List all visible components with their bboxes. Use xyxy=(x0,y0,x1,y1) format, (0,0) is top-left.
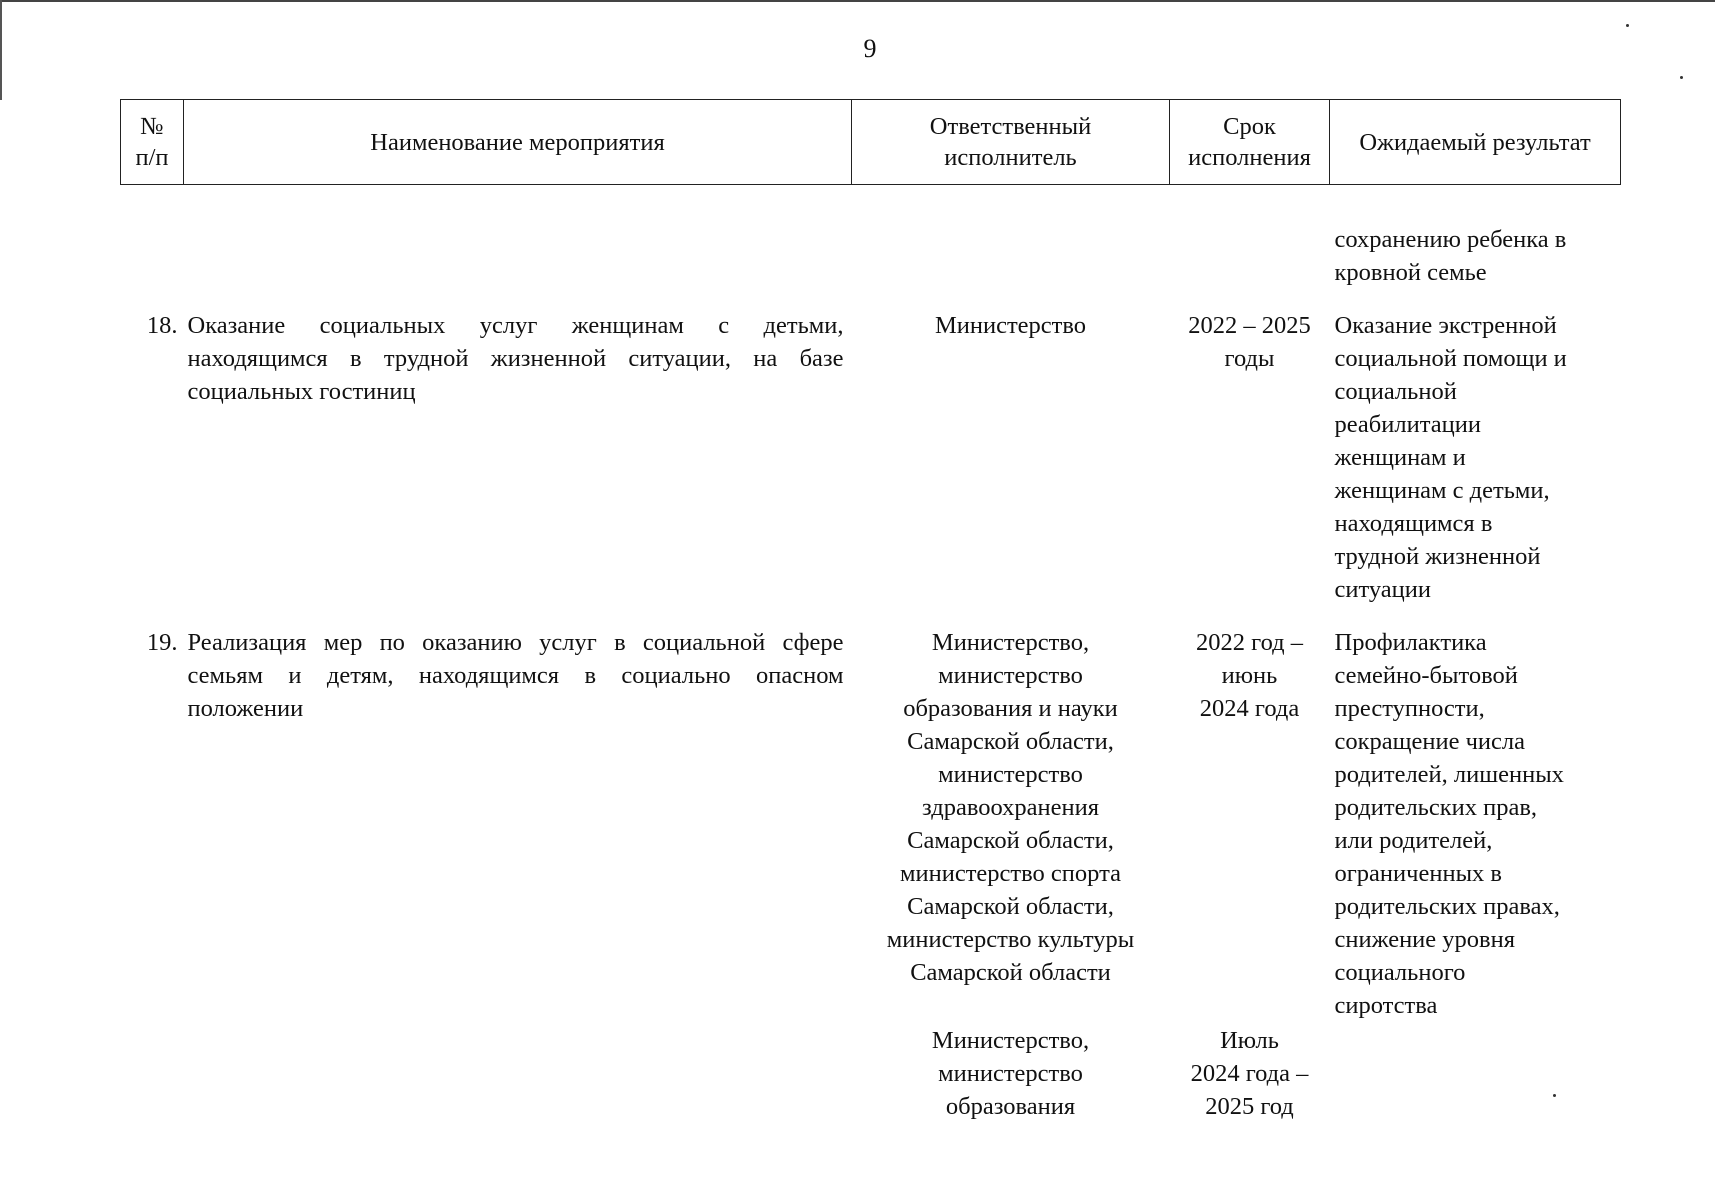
cell-line: реабилитации xyxy=(1334,411,1481,438)
scan-speck xyxy=(1680,76,1683,79)
responsible-cell xyxy=(852,1022,1170,1123)
cell-line: женщинам и xyxy=(1334,444,1466,471)
cell-line: 2024 года – xyxy=(1190,1060,1309,1087)
cell-line: министерство спорта xyxy=(900,860,1121,887)
header-num: № п/п xyxy=(121,100,184,185)
result-cell xyxy=(1330,1022,1621,1123)
cell-line: родителей, лишенных xyxy=(1334,761,1564,788)
cell-line: снижение уровня xyxy=(1334,926,1515,953)
cell-line: 2025 год xyxy=(1205,1093,1294,1120)
cell-line: министерство xyxy=(938,1060,1083,1087)
result-cell xyxy=(1330,185,1621,290)
table-row xyxy=(121,606,1621,1022)
scan-speck xyxy=(1626,24,1629,27)
cell-line: Министерство xyxy=(934,312,1087,339)
table-header-row xyxy=(121,100,1621,185)
cell-line: социальной xyxy=(1334,378,1457,405)
cell-line: ограниченных в xyxy=(1334,860,1502,887)
action-plan-table xyxy=(120,99,1621,1123)
cell-line: сиротства xyxy=(1334,992,1438,1019)
cell-line: преступности, xyxy=(1334,695,1485,722)
cell-line: Самарской области, xyxy=(907,893,1114,920)
page-number: 9 xyxy=(863,34,877,63)
cell-line: Самарской области xyxy=(910,959,1111,986)
event-name xyxy=(184,1022,852,1123)
scan-edge-top xyxy=(0,0,1715,2)
header-responsible: Ответственный исполнитель xyxy=(852,100,1170,185)
cell-line: 2024 года xyxy=(1199,695,1300,722)
cell-line: министерство xyxy=(938,662,1083,689)
cell-line: или родителей, xyxy=(1334,827,1493,854)
row-number: 19. xyxy=(146,629,178,656)
row-number xyxy=(121,1022,184,1123)
table-row xyxy=(121,1022,1621,1123)
result-cell xyxy=(1330,606,1621,1022)
cell-line: июнь xyxy=(1221,662,1278,689)
cell-line: семейно-бытовой xyxy=(1334,662,1518,689)
cell-line: женщинам с детьми, xyxy=(1334,477,1550,504)
cell-line: ситуации xyxy=(1334,576,1432,603)
term-cell xyxy=(1170,606,1330,1022)
cell-line: министерство xyxy=(938,761,1083,788)
header-term: Срок исполнения xyxy=(1170,100,1330,185)
term-cell xyxy=(1170,1022,1330,1123)
cell-line: 2022 – 2025 xyxy=(1188,312,1311,339)
event-name: Реализация мер по оказанию услуг в социальной сфере семьям и детям, находящимся в социально опасном положении xyxy=(187,629,844,722)
table-row xyxy=(121,289,1621,606)
cell-line: 2022 год – xyxy=(1196,629,1303,656)
cell-line: сокращение числа xyxy=(1334,728,1526,755)
cell-line: Самарской области, xyxy=(907,728,1114,755)
cell-line: находящимся в xyxy=(1334,510,1493,537)
cell-line: Июль xyxy=(1220,1027,1279,1054)
cell-line: Самарской области, xyxy=(907,827,1114,854)
header-name: Наименование мероприятия xyxy=(184,100,852,185)
cell-line: социального xyxy=(1334,959,1466,986)
event-name: Оказание социальных услуг женщинам с детьми, находящимся в трудной жизненной ситуации, на базе социальных гостиниц xyxy=(187,312,844,405)
cell-line: Министерство, xyxy=(931,629,1090,656)
responsible-cell xyxy=(852,289,1170,606)
cell-line: Оказание экстренной xyxy=(1334,312,1557,339)
cell-line: образования и науки xyxy=(903,695,1118,722)
header-result: Ожидаемый результат xyxy=(1330,100,1621,185)
table-row-continuation xyxy=(121,185,1621,290)
cell-line: Профилактика xyxy=(1334,629,1487,656)
cell-line: образования xyxy=(945,1093,1076,1120)
cell-line: трудной жизненной xyxy=(1334,543,1541,570)
cell-line: кровной семье xyxy=(1334,259,1487,286)
cell-line: Министерство, xyxy=(931,1027,1090,1054)
row-number: 18. xyxy=(146,312,178,339)
cell-line: социальной помощи и xyxy=(1334,345,1567,372)
cell-line: родительских прав, xyxy=(1334,794,1538,821)
cell-line: родительских правах, xyxy=(1334,893,1560,920)
cell-line: министерство культуры xyxy=(886,926,1135,953)
cell-line: здравоохранения xyxy=(922,794,1099,821)
term-cell xyxy=(1170,289,1330,606)
result-cell xyxy=(1330,289,1621,606)
responsible-cell xyxy=(852,606,1170,1022)
cell-line: годы xyxy=(1224,345,1275,372)
cell-line: сохранению ребенка в xyxy=(1334,226,1567,253)
